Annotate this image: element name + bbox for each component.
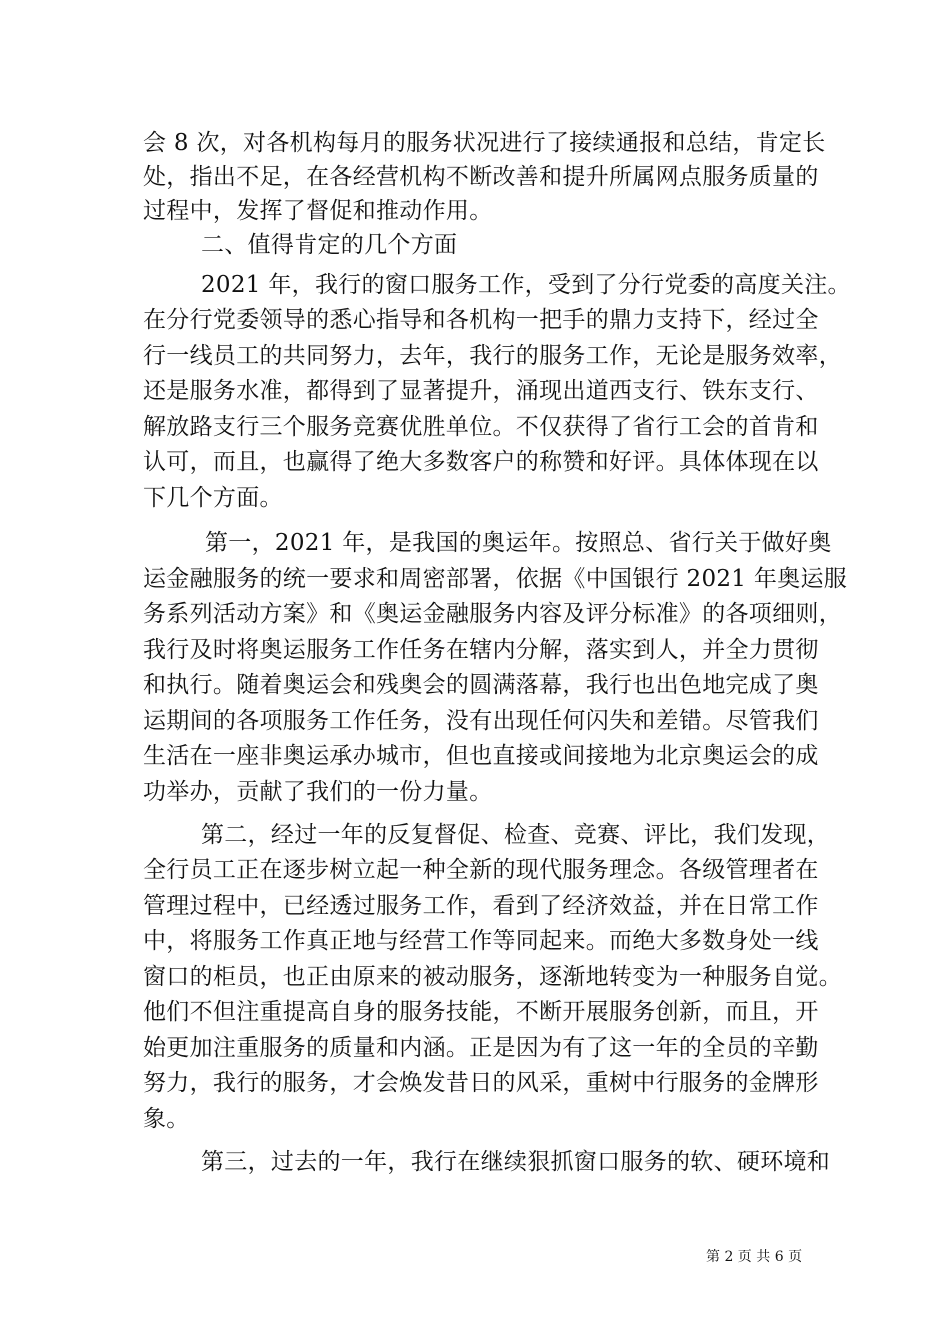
text-line: 中，将服务工作真正地与经营工作等同起来。而绝大多数身处一线 [143,928,819,954]
text-line: 第一，2021 年，是我国的奥运年。按照总、省行关于做好奥 [205,530,832,556]
text-line: 2021 年，我行的窗口服务工作，受到了分行党委的高度关注。 [201,272,851,298]
text-line: 认可，而且，也赢得了绝大多数客户的称赞和好评。具体体现在以 [143,449,819,475]
text-line: 行一线员工的共同努力，去年，我行的服务工作，无论是服务效率， [143,343,842,369]
text-line: 功举办，贡献了我们的一份力量。 [143,779,493,805]
text-line: 管理过程中，已经透过服务工作，看到了经济效益，并在日常工作 [143,893,819,919]
page-number: 第 2 页 共 6 页 [706,1249,803,1265]
text-line: 第三，过去的一年，我行在继续狠抓窗口服务的软、硬环境和 [201,1149,831,1175]
text-line: 会 8 次，对各机构每月的服务状况进行了接续通报和总结，肯定长 [143,130,826,156]
text-line: 过程中，发挥了督促和推动作用。 [143,198,493,224]
text-line: 他们不但注重提高自身的服务技能，不断开展服务创新，而且，开 [143,999,819,1025]
text-line: 处，指出不足，在各经营机构不断改善和提升所属网点服务质量的 [143,164,819,190]
text-line: 我行及时将奥运服务工作任务在辖内分解，落实到人，并全力贯彻 [143,637,819,663]
text-line: 象。 [143,1106,190,1132]
text-line: 始更加注重服务的质量和内涵。正是因为有了这一年的全员的辛勤 [143,1035,819,1061]
text-line: 务系列活动方案》和《奥运金融服务内容及评分标准》的各项细则， [143,601,842,627]
text-line: 在分行党委领导的悉心指导和各机构一把手的鼎力支持下，经过全 [143,307,819,333]
text-line: 运期间的各项服务工作任务，没有出现任何闪失和差错。尽管我们 [143,708,819,734]
text-line: 努力，我行的服务，才会焕发昔日的风采，重树中行服务的金牌形 [143,1070,819,1096]
text-line: 解放路支行三个服务竞赛优胜单位。不仅获得了省行工会的首肯和 [143,414,819,440]
text-line: 窗口的柜员，也正由原来的被动服务，逐渐地转变为一种服务自觉。 [143,964,842,990]
section-heading: 二、值得肯定的几个方面 [201,232,458,258]
text-line: 和执行。随着奥运会和残奥会的圆满落幕，我行也出色地完成了奥 [143,672,819,698]
text-line: 运金融服务的统一要求和周密部署，依据《中国银行 2021 年奥运服 [143,566,848,592]
text-line: 全行员工正在逐步树立起一种全新的现代服务理念。各级管理者在 [143,857,819,883]
text-line: 还是服务水准，都得到了显著提升，涌现出道西支行、铁东支行、 [143,378,819,404]
text-line: 下几个方面。 [143,485,283,511]
text-line: 生活在一座非奥运承办城市，但也直接或间接地为北京奥运会的成 [143,743,819,769]
text-line: 第二，经过一年的反复督促、检查、竞赛、评比，我们发现， [201,822,831,848]
